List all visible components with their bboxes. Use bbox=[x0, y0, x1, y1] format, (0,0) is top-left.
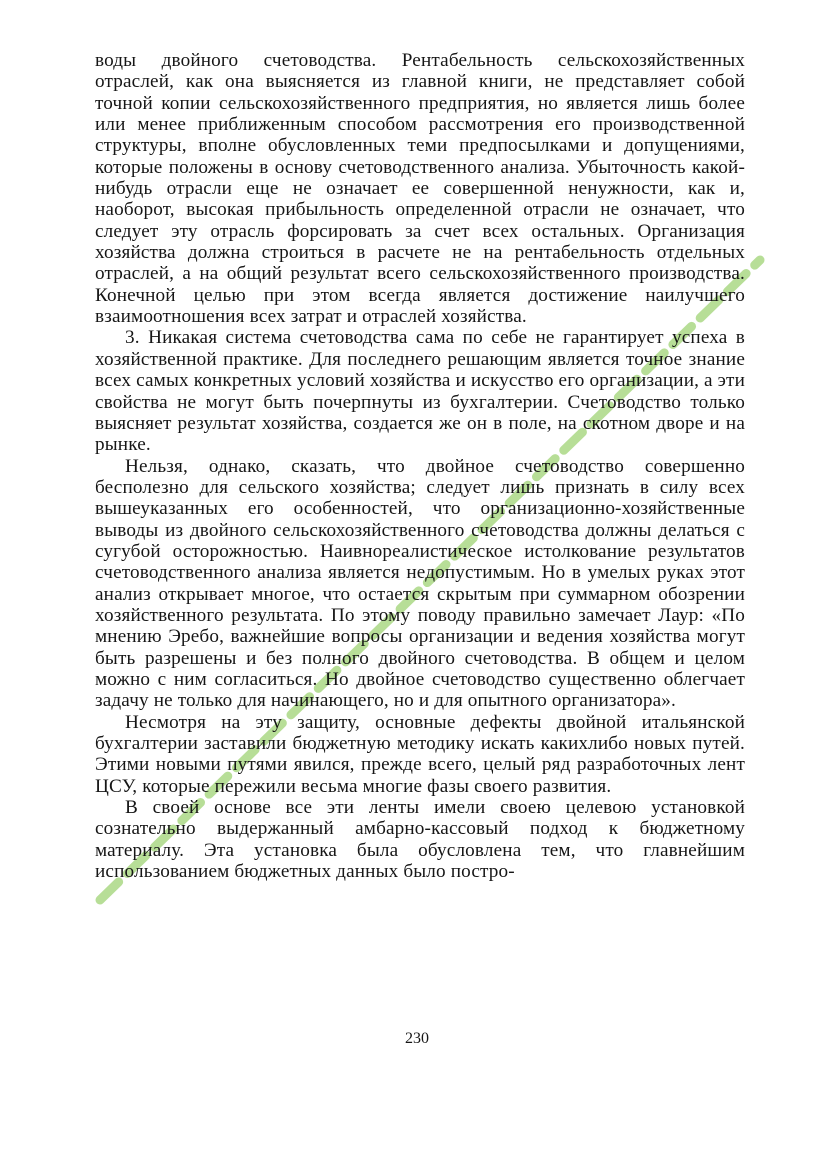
paragraph-2: 3. Никакая система счетоводства сама по себе не гарантирует успеха в хозяйственной практике. Для последнего решающим является точное знание всех самых конкретных условий хозяйства и искусство его организации, а эти свойства не могут быть почерпнуты из бухгалтерии. Счетоводство только выясняет результат хозяйства, создается же он в поле, на скотном дворе и на рынке. bbox=[95, 327, 745, 456]
paragraph-4: Несмотря на эту защиту, основные дефекты двойной итальянской бухгалтерии заставили бюджетную методику искать какихлибо новых путей. Этими новыми путями явился, прежде всего, целый ряд разработочных лент ЦСУ, которые пережили весьма многие фазы своего развития. bbox=[95, 711, 745, 797]
paragraph-1: воды двойного счетоводства. Рентабельность сельскохозяйственных отраслей, как она выясняется из главной книги, не представляет собой точной копии сельскохозяйственного предприятия, но является лишь более или менее приближенным способом рассмотрения его производственной структуры, вполне обусловленных теми предпосылками и допущениями, которые положены в основу счетоводственного анализа. Убыточность какой-нибудь отрасли еще не означает ее совершенной ненужности, как и, наоборот, высокая прибыльность определенной отрасли не означает, что следует эту отрасль форсировать за счет всех остальных. Организация хозяйства должна строиться в расчете не на рентабельность отдельных отраслей, а на общий результат всего сельскохозяйственного производства. Конечной целью при этом всегда является достижение наилучшего взаимоотношения всех затрат и отраслей хозяйства. bbox=[95, 50, 745, 328]
paragraph-5: В своей основе все эти ленты имели своею целевою установкой сознательно выдержанный амбарно-кассовый подход к бюджетному материалу. Эта установка была обусловлена тем, что главнейшим использованием бюджетных данных было постро- bbox=[95, 797, 745, 883]
body-text bbox=[95, 50, 745, 882]
paragraph-3: Нельзя, однако, сказать, что двойное счетоводство совершенно бесполезно для сельского хозяйства; следует лишь признать в силу всех вышеуказанных его особенностей, что организационно-хозяйственные выводы из двойного сельскохозяйственного счетоводства должны делаться с сугубой осторожностью. Наивнореалистическое истолкование результатов счетоводственного анализа является недопустимым. Но в умелых руках этот анализ открывает многое, что остается скрытым при суммарном обозрении хозяйственного результата. По этому поводу правильно замечает Лаур: «По мнению Эребо, важнейшие вопросы организации и ведения хозяйства могут быть разрешены и без полного двойного счетоводства. В общем и целом можно с ним согласиться. Но двойное счетоводство существенно облегчает задачу не только для начинающего, но и для опытного организатора». bbox=[95, 455, 745, 712]
page-number: 230 bbox=[405, 1030, 429, 1047]
